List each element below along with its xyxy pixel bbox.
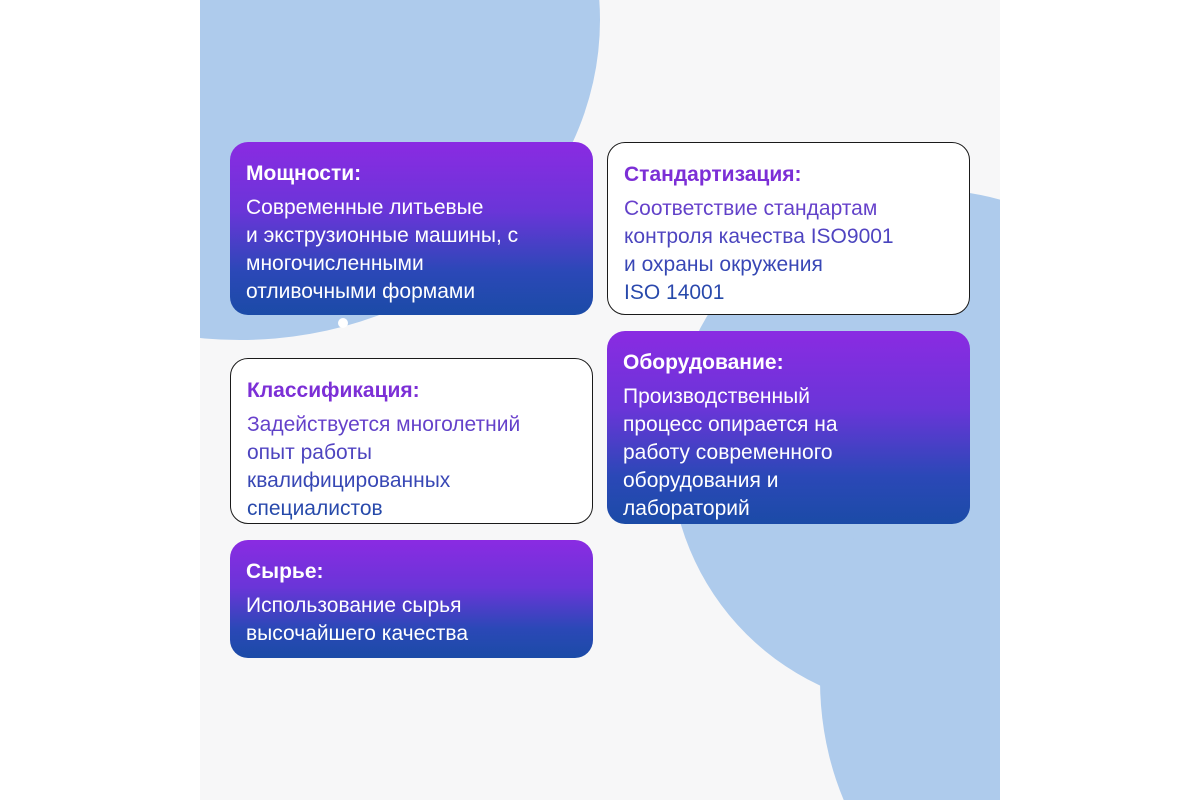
card-standardization-line: ISO 14001 [624,281,725,304]
card-qualification-line: квалифицированных [247,469,451,492]
card-standardization-line: Соответствие стандартам [624,197,878,220]
card-raw-materials-line: высочайшего качества [246,622,468,645]
card-equipment-title: Оборудование: [623,351,784,374]
card-capacity-title: Мощности: [246,162,362,185]
card-qualification-title: Классификация: [247,379,420,402]
card-capacity-text [246,194,577,306]
card-capacity-line: многочисленными [246,252,424,275]
card-equipment-line: Производственный [623,385,810,408]
card-standardization [607,142,970,315]
card-raw-materials-line: Использование сырья [246,594,462,617]
card-standardization-line: контроля качества ISO9001 [624,225,894,248]
card-standardization-title: Стандартизация: [624,163,802,186]
card-capacity-line: отливочными формами [246,280,476,303]
card-equipment [607,331,970,524]
card-qualification-text [247,411,576,523]
card-raw-materials-title: Сырье: [246,560,324,583]
card-capacity [230,142,593,315]
decorative-dot [338,318,348,328]
card-equipment-line: лабораторий [623,497,750,520]
card-qualification-line: опыт работы [247,441,372,464]
card-raw-materials-text [246,592,577,648]
card-equipment-text [623,383,954,523]
card-qualification-line: Задействуется многолетний [247,413,521,436]
card-equipment-line: оборудования и [623,469,779,492]
infographic-panel [200,0,1000,800]
card-capacity-line: и экструзионные машины, с [246,224,519,247]
card-equipment-line: процесс опирается на [623,413,838,436]
card-raw-materials [230,540,593,658]
card-qualification-line: специалистов [247,497,383,520]
card-standardization-line: и охраны окружения [624,253,823,276]
card-standardization-text [624,195,953,307]
card-capacity-line: Современные литьевые [246,196,484,219]
card-equipment-line: работу современного [623,441,833,464]
card-qualification [230,358,593,524]
